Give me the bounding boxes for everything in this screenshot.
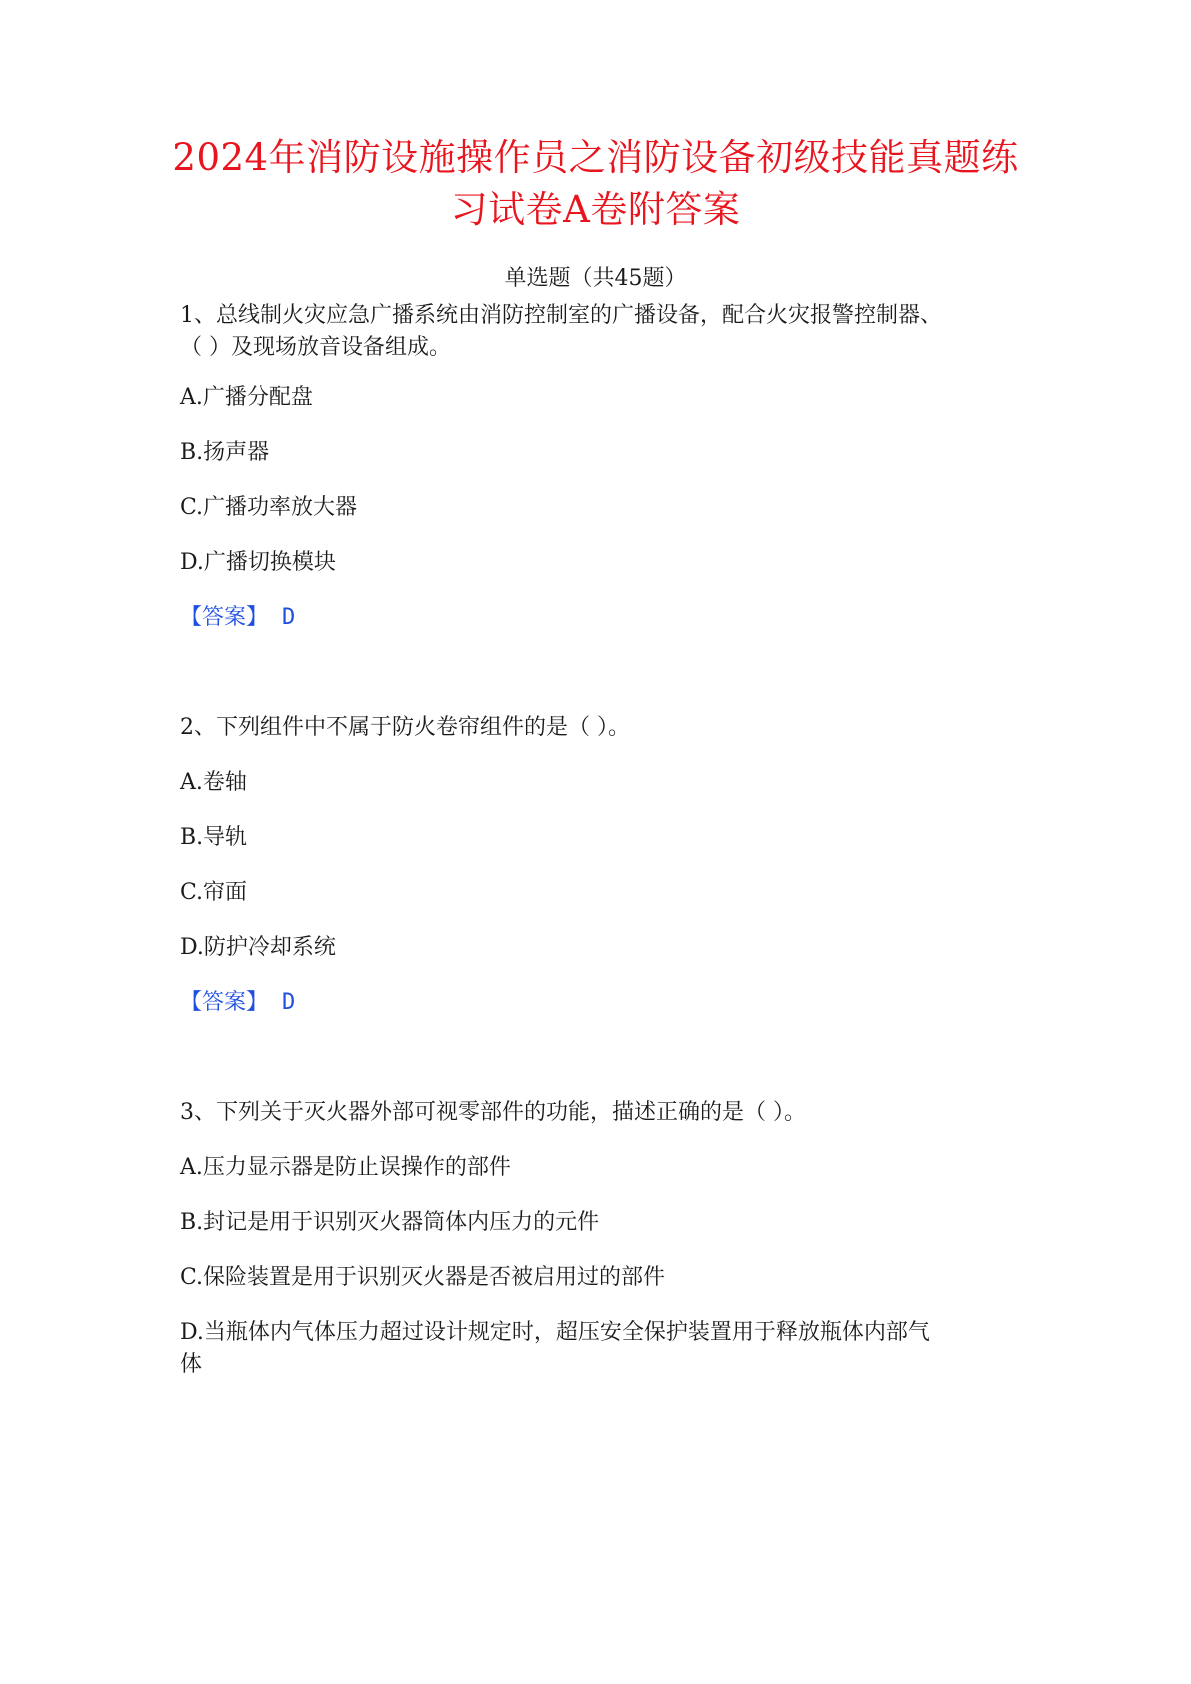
question-1-option-d: D.广播切换模块 xyxy=(180,550,336,575)
question-1-answer xyxy=(180,602,1012,634)
question-3-option-a: A.压力显示器是防止误操作的部件 xyxy=(180,1155,511,1180)
question-2-option-c: C.帘面 xyxy=(180,880,248,905)
question-1-stem-line-2: （ ）及现场放音设备组成。 xyxy=(180,335,451,360)
question-3-option-d: D.当瓶体内气体压力超过设计规定时，超压安全保护装置用于释放瓶体内部气 xyxy=(180,1320,930,1345)
answer-value: D xyxy=(282,990,296,1015)
answer-label: 【答案】 xyxy=(180,990,269,1015)
question-2-answer xyxy=(180,987,1012,1019)
question-2-option-b: B.导轨 xyxy=(180,825,248,850)
question-1-option-a: A.广播分配盘 xyxy=(180,385,313,410)
answer-label: 【答案】 xyxy=(180,605,269,630)
question-2-option-d: D.防护冷却系统 xyxy=(180,935,336,960)
question-1-option-b: B.扬声器 xyxy=(180,440,270,465)
question-3-option-b: B.封记是用于识别灭火器筒体内压力的元件 xyxy=(180,1210,600,1235)
document-title xyxy=(150,132,1041,236)
question-3-stem: 3、下列关于灭火器外部可视零部件的功能，描述正确的是（ ）。 xyxy=(180,1100,806,1125)
question-2-stem: 2、下列组件中不属于防火卷帘组件的是（ ）。 xyxy=(180,715,630,740)
title-line-2: 习试卷A卷附答案 xyxy=(450,188,741,231)
answer-value: D xyxy=(282,605,296,630)
question-3-option-d-continuation: 体 xyxy=(180,1352,203,1377)
question-1-stem-line-1: 1、总线制火灾应急广播系统由消防控制室的广播设备，配合火灾报警控制器、 xyxy=(180,303,942,328)
question-2-option-a: A.卷轴 xyxy=(180,770,247,795)
question-1-option-c: C.广播功率放大器 xyxy=(180,495,358,520)
section-heading: 单选题（共45题） xyxy=(504,266,687,291)
question-3-option-c: C.保险装置是用于识别灭火器是否被启用过的部件 xyxy=(180,1265,666,1290)
title-line-1: 2024年消防设施操作员之消防设备初级技能真题练 xyxy=(172,136,1019,179)
